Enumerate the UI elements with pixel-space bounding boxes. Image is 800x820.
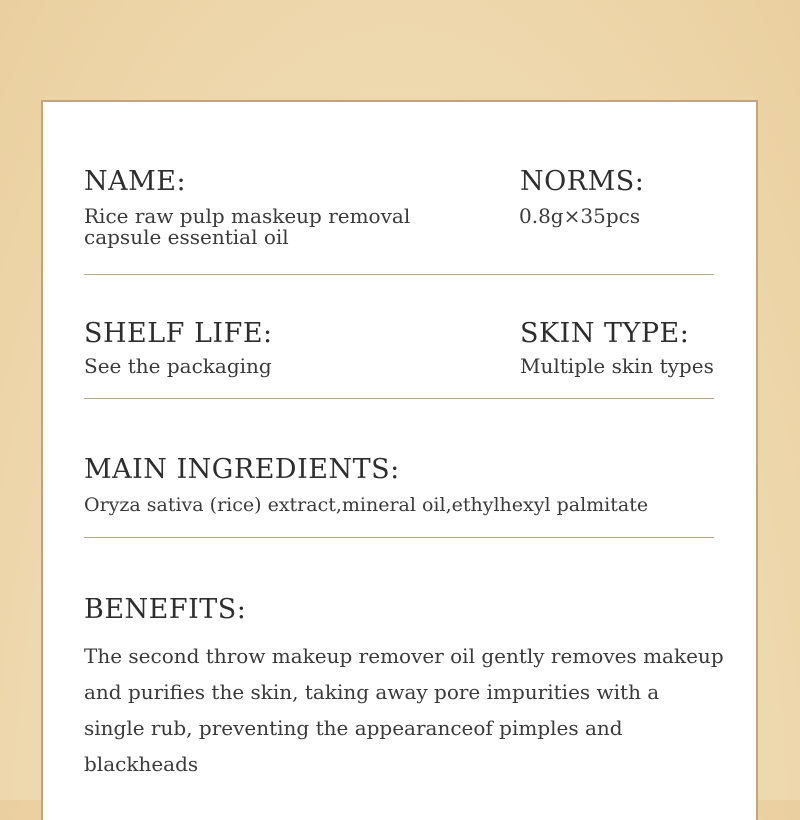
shelf-life-value: See the packaging xyxy=(84,354,272,378)
benefits-label: BENEFITS: xyxy=(84,594,247,625)
name-label: NAME: xyxy=(84,166,187,197)
main-ingredients-label: MAIN INGREDIENTS: xyxy=(84,454,400,485)
norms-value: 0.8g×35pcs xyxy=(519,204,641,228)
name-value-line1: Rice raw pulp maskeup removal xyxy=(84,204,411,228)
shelf-life-label: SHELF LIFE: xyxy=(84,318,273,349)
name-value-line2: capsule essential oil xyxy=(84,225,289,249)
main-ingredients-value: Oryza sativa (rice) extract,mineral oil,ethylhexyl palmitate xyxy=(84,494,649,516)
divider-3 xyxy=(84,537,714,538)
skin-type-label: SKIN TYPE: xyxy=(520,318,690,349)
product-info-card xyxy=(41,100,758,820)
divider-1 xyxy=(84,274,714,275)
divider-2 xyxy=(84,398,714,399)
skin-type-value: Multiple skin types xyxy=(520,354,714,378)
norms-label: NORMS: xyxy=(520,166,645,197)
benefits-value: The second throw makeup remover oil gently removes makeup and purifies the skin, taking away pore impurities with a single rub, preventing the appearanceof pimples and blackheads xyxy=(84,644,724,776)
